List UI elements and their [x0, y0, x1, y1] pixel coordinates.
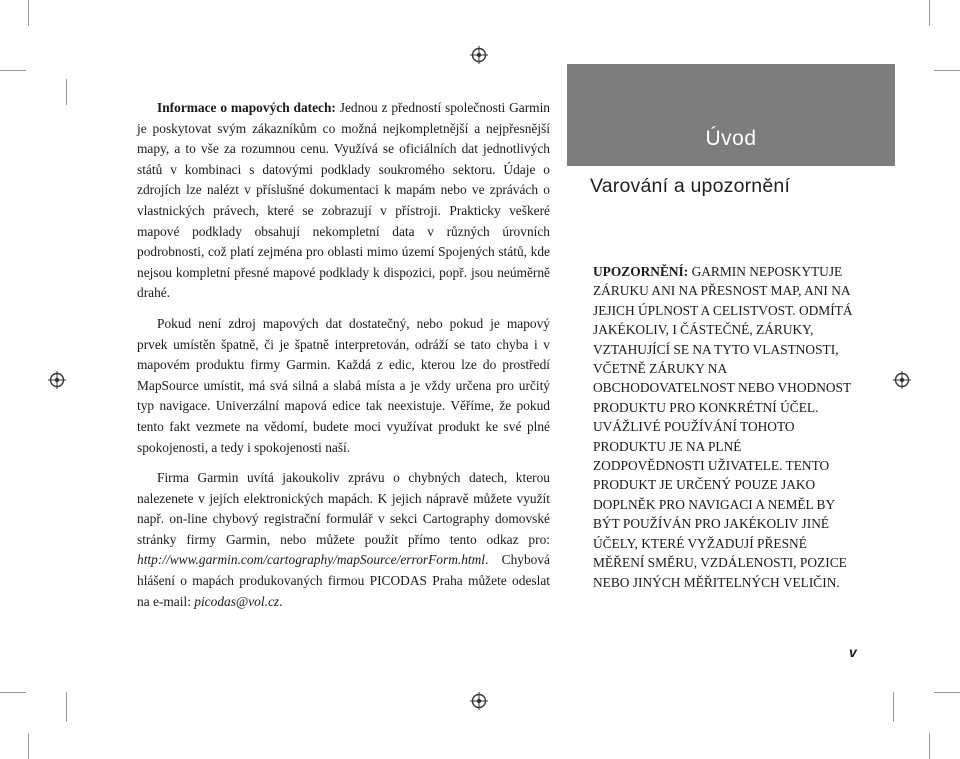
crop-mark [0, 70, 26, 71]
registration-mark-icon [893, 371, 911, 389]
crop-mark [28, 733, 29, 759]
paragraph-body: Pokud není zdroj mapových dat dostatečný, nebo pokud je mapový prvek umístěn špatně, či je špatně interpretován, odráží se tato chyba i v mapovém produktu firmy Garmin. Každá z edic, kterou lze do prostředí MapSource umístit, má svá silná a slabá místa a je vždy určena pro určitý typ navigace. Univerzální mapová edice tak neexistuje. Věříme, že pokud tento fakt vezmete na vědomí, budete moci využívat produkt ke své plné spokojenosti, a tedy i spokojenosti naší. [137, 315, 550, 455]
error-report-paragraph [137, 468, 550, 612]
warning-lead: UPOZORNĚNÍ: [593, 264, 689, 279]
map-data-paragraph [137, 98, 550, 304]
map-source-paragraph [137, 314, 550, 458]
chapter-title: Úvod [705, 127, 757, 150]
error-form-link[interactable]: http://www.garmin.com/cartography/mapSource/errorForm.html [137, 552, 486, 568]
crop-mark [66, 692, 67, 722]
crop-mark [929, 733, 930, 759]
crop-mark [929, 0, 930, 26]
chapter-banner [567, 64, 895, 166]
paragraph-body: Jednou z předností společnosti Garmin je poskytovat svým zákazníkům co možná nejkompletnější a nejpřesnější mapy, a to vše za rozumnou cenu. Využívá se oficiálních dat jednotlivých států v kombinaci s datovými podklady soukromého sektoru. Údaje o zdrojích lze nalézt v příslušné dokumentaci k mapám nebo ve zprávách o vlastnických právech, které se zobrazují v přístroji. Prakticky veškeré mapové podklady obsahují nekompletní data v různých úrovních podrobnosti, což platí zejména pro oblasti mimo území Spojených států, kde nejsou kompletní přesné mapové podklady k dispozici, popř. jsou neúměrně drahé. [137, 100, 551, 301]
email-link[interactable]: picodas@vol.cz [194, 593, 280, 609]
warning-block [593, 262, 855, 592]
warning-body: GARMIN NEPOSKYTUJE ZÁRUKU ANI NA PŘESNOST MAP, ANI NA JEJICH ÚPLNOST A CELISTVOST. ODMÍTÁ JAKÉKOLIV, I ČÁSTEČNÉ, ZÁRUKY, VZTAHUJÍCÍ SE NA TYTO VLASTNOSTI, VČETNĚ ZÁRUKY NA OBCHODOVATELNOST NEBO VHODNOST PRODUKTU PRO KONKRÉTNÍ ÚČEL. UVÁŽLIVÉ POUŽÍVÁNÍ TOHOTO PRODUKTU JE NA PLNÉ ZODPOVĚDNOSTI UŽIVATELE. TENTO PRODUKT JE URČENÝ POUZE JAKO DOPLNĚK PRO NAVIGACI A NEMĚL BY BÝT POUŽÍVÁN PRO JAKÉKOLIV JINÉ ÚČELY, KTERÉ VYŽADUJÍ PŘESNÉ MĚŘENÍ SMĚRU, VZDÁLENOSTI, POZICE NEBO JINÝCH MĚŘITELNÝCH VELIČIN. [593, 264, 853, 590]
crop-mark [0, 692, 26, 693]
paragraph-end: . [279, 593, 283, 609]
registration-mark-icon [470, 46, 488, 64]
paragraph-body: . Chybová hlášení o mapách produkovaných firmou PICODAS Praha můžete odeslat na e-mail: [137, 552, 550, 609]
crop-mark [66, 79, 67, 105]
map-data-info-column [137, 98, 550, 622]
crop-mark [893, 692, 894, 722]
registration-mark-icon [470, 692, 488, 710]
section-heading: Varování a upozornění [590, 175, 791, 197]
crop-mark [934, 70, 960, 71]
crop-mark [934, 692, 960, 693]
registration-mark-icon [48, 371, 66, 389]
crop-mark [28, 0, 29, 26]
paragraph-lead: Informace o mapových datech: [157, 100, 336, 115]
paragraph-body: Firma Garmin uvítá jakoukoliv zprávu o chybných datech, kterou nalezenete v jejích elektronických mapách. K jejich nápravě můžete využít např. on-line chybový registrační formulář v sekci Cartography domovské stránky firmy Garmin, nebo můžete použít přímo tento odkaz pro: [137, 470, 550, 547]
page-number: v [849, 644, 857, 660]
